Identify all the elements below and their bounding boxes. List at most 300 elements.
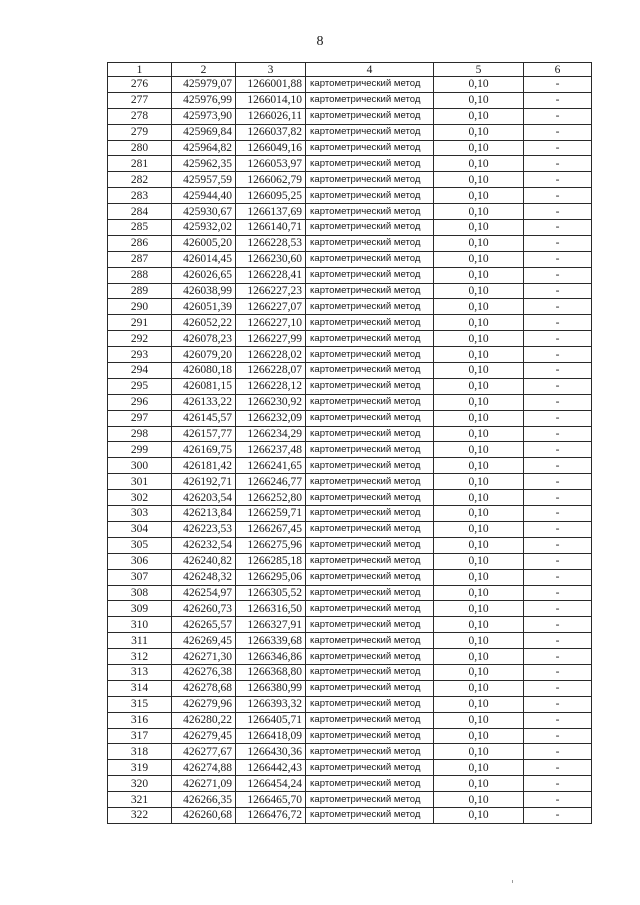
method-cell: картометрический метод [306, 267, 434, 283]
method-cell: картометрический метод [306, 77, 434, 93]
y-coordinate-cell: 1266228,07 [236, 363, 306, 379]
accuracy-cell: 0,10 [434, 410, 524, 426]
y-coordinate-cell: 1266228,41 [236, 267, 306, 283]
y-coordinate-cell: 1266137,69 [236, 204, 306, 220]
y-coordinate-cell: 1266380,99 [236, 680, 306, 696]
point-number-cell: 307 [108, 569, 172, 585]
method-cell: картометрический метод [306, 251, 434, 267]
accuracy-cell: 0,10 [434, 299, 524, 315]
description-cell: - [524, 633, 592, 649]
point-number-cell: 290 [108, 299, 172, 315]
description-cell: - [524, 744, 592, 760]
accuracy-cell: 0,10 [434, 331, 524, 347]
accuracy-cell: 0,10 [434, 617, 524, 633]
method-cell: картометрический метод [306, 172, 434, 188]
point-number-cell: 282 [108, 172, 172, 188]
y-coordinate-cell: 1266037,82 [236, 124, 306, 140]
table-row [108, 394, 592, 410]
x-coordinate-cell: 426279,45 [172, 728, 236, 744]
description-cell: - [524, 458, 592, 474]
y-coordinate-cell: 1266230,60 [236, 251, 306, 267]
table-row [108, 442, 592, 458]
accuracy-cell: 0,10 [434, 458, 524, 474]
accuracy-cell: 0,10 [434, 267, 524, 283]
description-cell: - [524, 124, 592, 140]
description-cell: - [524, 156, 592, 172]
table-row [108, 77, 592, 93]
x-coordinate-cell: 426266,35 [172, 792, 236, 808]
point-number-cell: 278 [108, 108, 172, 124]
x-coordinate-cell: 426269,45 [172, 633, 236, 649]
y-coordinate-cell: 1266246,77 [236, 474, 306, 490]
accuracy-cell: 0,10 [434, 124, 524, 140]
point-number-cell: 301 [108, 474, 172, 490]
x-coordinate-cell: 426081,15 [172, 378, 236, 394]
table-row [108, 188, 592, 204]
description-cell: - [524, 172, 592, 188]
x-coordinate-cell: 426213,84 [172, 506, 236, 522]
table-row [108, 696, 592, 712]
description-cell: - [524, 617, 592, 633]
table-row [108, 363, 592, 379]
y-coordinate-cell: 1266295,06 [236, 569, 306, 585]
point-number-cell: 280 [108, 140, 172, 156]
accuracy-cell: 0,10 [434, 680, 524, 696]
description-cell: - [524, 601, 592, 617]
method-cell: картометрический метод [306, 664, 434, 680]
point-number-cell: 292 [108, 331, 172, 347]
table-row [108, 315, 592, 331]
x-coordinate-cell: 425979,07 [172, 77, 236, 93]
page-number: 8 [316, 34, 324, 49]
accuracy-cell: 0,10 [434, 633, 524, 649]
x-coordinate-cell: 426133,22 [172, 394, 236, 410]
x-coordinate-cell: 425932,02 [172, 220, 236, 236]
accuracy-cell: 0,10 [434, 537, 524, 553]
accuracy-cell: 0,10 [434, 347, 524, 363]
x-coordinate-cell: 426078,23 [172, 331, 236, 347]
description-cell: - [524, 363, 592, 379]
description-cell: - [524, 426, 592, 442]
point-number-cell: 311 [108, 633, 172, 649]
method-cell: картометрический метод [306, 140, 434, 156]
x-coordinate-cell: 426279,96 [172, 696, 236, 712]
y-coordinate-cell: 1266476,72 [236, 807, 306, 823]
description-cell: - [524, 235, 592, 251]
point-number-cell: 285 [108, 220, 172, 236]
y-coordinate-cell: 1266305,52 [236, 585, 306, 601]
accuracy-cell: 0,10 [434, 394, 524, 410]
method-cell: картометрический метод [306, 680, 434, 696]
description-cell: - [524, 792, 592, 808]
table-row [108, 108, 592, 124]
method-cell: картометрический метод [306, 315, 434, 331]
point-number-cell: 295 [108, 378, 172, 394]
method-cell: картометрический метод [306, 235, 434, 251]
table-row [108, 553, 592, 569]
x-coordinate-cell: 426038,99 [172, 283, 236, 299]
method-cell: картометрический метод [306, 807, 434, 823]
accuracy-cell: 0,10 [434, 585, 524, 601]
table-row [108, 204, 592, 220]
accuracy-cell: 0,10 [434, 172, 524, 188]
table-row [108, 712, 592, 728]
method-cell: картометрический метод [306, 712, 434, 728]
y-coordinate-cell: 1266252,80 [236, 490, 306, 506]
description-cell: - [524, 760, 592, 776]
y-coordinate-cell: 1266234,29 [236, 426, 306, 442]
description-cell: - [524, 680, 592, 696]
method-cell: картометрический метод [306, 363, 434, 379]
point-number-cell: 319 [108, 760, 172, 776]
point-number-cell: 281 [108, 156, 172, 172]
x-coordinate-cell: 426080,18 [172, 363, 236, 379]
column-header-y: 3 [236, 63, 306, 77]
table-row [108, 776, 592, 792]
description-cell: - [524, 188, 592, 204]
accuracy-cell: 0,10 [434, 776, 524, 792]
x-coordinate-cell: 426240,82 [172, 553, 236, 569]
x-coordinate-cell: 425944,40 [172, 188, 236, 204]
y-coordinate-cell: 1266418,09 [236, 728, 306, 744]
method-cell: картометрический метод [306, 331, 434, 347]
table-row [108, 140, 592, 156]
point-number-cell: 294 [108, 363, 172, 379]
x-coordinate-cell: 426280,22 [172, 712, 236, 728]
method-cell: картометрический метод [306, 283, 434, 299]
description-cell: - [524, 394, 592, 410]
method-cell: картометрический метод [306, 490, 434, 506]
table-row [108, 283, 592, 299]
y-coordinate-cell: 1266227,23 [236, 283, 306, 299]
description-cell: - [524, 267, 592, 283]
description-cell: - [524, 664, 592, 680]
x-coordinate-cell: 425964,82 [172, 140, 236, 156]
table-row [108, 124, 592, 140]
method-cell: картометрический метод [306, 378, 434, 394]
table-row [108, 156, 592, 172]
y-coordinate-cell: 1266405,71 [236, 712, 306, 728]
y-coordinate-cell: 1266393,32 [236, 696, 306, 712]
header-row [108, 63, 592, 77]
x-coordinate-cell: 426278,68 [172, 680, 236, 696]
y-coordinate-cell: 1266062,79 [236, 172, 306, 188]
column-header-description: 6 [524, 63, 592, 77]
y-coordinate-cell: 1266026,11 [236, 108, 306, 124]
column-header-x: 2 [172, 63, 236, 77]
accuracy-cell: 0,10 [434, 204, 524, 220]
point-number-cell: 310 [108, 617, 172, 633]
description-cell: - [524, 283, 592, 299]
x-coordinate-cell: 426169,75 [172, 442, 236, 458]
point-number-cell: 300 [108, 458, 172, 474]
point-number-cell: 320 [108, 776, 172, 792]
method-cell: картометрический метод [306, 633, 434, 649]
y-coordinate-cell: 1266275,96 [236, 537, 306, 553]
method-cell: картометрический метод [306, 776, 434, 792]
description-cell: - [524, 553, 592, 569]
method-cell: картометрический метод [306, 458, 434, 474]
x-coordinate-cell: 426192,71 [172, 474, 236, 490]
y-coordinate-cell: 1266346,86 [236, 649, 306, 665]
y-coordinate-cell: 1266327,91 [236, 617, 306, 633]
y-coordinate-cell: 1266140,71 [236, 220, 306, 236]
x-coordinate-cell: 426254,97 [172, 585, 236, 601]
y-coordinate-cell: 1266259,71 [236, 506, 306, 522]
method-cell: картометрический метод [306, 585, 434, 601]
description-cell: - [524, 410, 592, 426]
point-number-cell: 293 [108, 347, 172, 363]
method-cell: картометрический метод [306, 426, 434, 442]
accuracy-cell: 0,10 [434, 664, 524, 680]
table-row [108, 506, 592, 522]
point-number-cell: 315 [108, 696, 172, 712]
point-number-cell: 287 [108, 251, 172, 267]
table-row [108, 728, 592, 744]
y-coordinate-cell: 1266001,88 [236, 77, 306, 93]
table-row [108, 458, 592, 474]
point-number-cell: 306 [108, 553, 172, 569]
method-cell: картометрический метод [306, 521, 434, 537]
x-coordinate-cell: 426145,57 [172, 410, 236, 426]
method-cell: картометрический метод [306, 442, 434, 458]
description-cell: - [524, 776, 592, 792]
description-cell: - [524, 696, 592, 712]
y-coordinate-cell: 1266368,80 [236, 664, 306, 680]
table-row [108, 617, 592, 633]
x-coordinate-cell: 426274,88 [172, 760, 236, 776]
method-cell: картометрический метод [306, 410, 434, 426]
point-number-cell: 284 [108, 204, 172, 220]
table-row [108, 760, 592, 776]
accuracy-cell: 0,10 [434, 140, 524, 156]
description-cell: - [524, 378, 592, 394]
description-cell: - [524, 807, 592, 823]
description-cell: - [524, 537, 592, 553]
table-row [108, 569, 592, 585]
method-cell: картометрический метод [306, 792, 434, 808]
point-number-cell: 279 [108, 124, 172, 140]
description-cell: - [524, 331, 592, 347]
description-cell: - [524, 474, 592, 490]
x-coordinate-cell: 426181,42 [172, 458, 236, 474]
y-coordinate-cell: 1266339,68 [236, 633, 306, 649]
table-row [108, 680, 592, 696]
x-coordinate-cell: 425969,84 [172, 124, 236, 140]
method-cell: картометрический метод [306, 474, 434, 490]
method-cell: картометрический метод [306, 204, 434, 220]
accuracy-cell: 0,10 [434, 490, 524, 506]
point-number-cell: 305 [108, 537, 172, 553]
x-coordinate-cell: 426265,57 [172, 617, 236, 633]
point-number-cell: 318 [108, 744, 172, 760]
table-row [108, 92, 592, 108]
point-number-cell: 317 [108, 728, 172, 744]
table-row [108, 537, 592, 553]
accuracy-cell: 0,10 [434, 474, 524, 490]
description-cell: - [524, 490, 592, 506]
accuracy-cell: 0,10 [434, 188, 524, 204]
point-number-cell: 314 [108, 680, 172, 696]
description-cell: - [524, 728, 592, 744]
point-number-cell: 299 [108, 442, 172, 458]
description-cell: - [524, 649, 592, 665]
point-number-cell: 277 [108, 92, 172, 108]
point-number-cell: 298 [108, 426, 172, 442]
accuracy-cell: 0,10 [434, 426, 524, 442]
table-row [108, 331, 592, 347]
point-number-cell: 321 [108, 792, 172, 808]
y-coordinate-cell: 1266285,18 [236, 553, 306, 569]
y-coordinate-cell: 1266049,16 [236, 140, 306, 156]
method-cell: картометрический метод [306, 760, 434, 776]
x-coordinate-cell: 426271,30 [172, 649, 236, 665]
description-cell: - [524, 712, 592, 728]
accuracy-cell: 0,10 [434, 315, 524, 331]
table-header [108, 63, 592, 77]
table-row [108, 410, 592, 426]
x-coordinate-cell: 426276,38 [172, 664, 236, 680]
accuracy-cell: 0,10 [434, 108, 524, 124]
x-coordinate-cell: 426223,53 [172, 521, 236, 537]
description-cell: - [524, 442, 592, 458]
accuracy-cell: 0,10 [434, 220, 524, 236]
table-row [108, 426, 592, 442]
y-coordinate-cell: 1266227,10 [236, 315, 306, 331]
y-coordinate-cell: 1266227,99 [236, 331, 306, 347]
description-cell: - [524, 220, 592, 236]
accuracy-cell: 0,10 [434, 506, 524, 522]
description-cell: - [524, 315, 592, 331]
x-coordinate-cell: 426026,65 [172, 267, 236, 283]
column-header-point: 1 [108, 63, 172, 77]
table-row [108, 474, 592, 490]
method-cell: картометрический метод [306, 394, 434, 410]
x-coordinate-cell: 425973,90 [172, 108, 236, 124]
description-cell: - [524, 347, 592, 363]
table-row [108, 267, 592, 283]
method-cell: картометрический метод [306, 617, 434, 633]
method-cell: картометрический метод [306, 553, 434, 569]
x-coordinate-cell: 426005,20 [172, 235, 236, 251]
point-number-cell: 309 [108, 601, 172, 617]
method-cell: картометрический метод [306, 347, 434, 363]
x-coordinate-cell: 426271,09 [172, 776, 236, 792]
accuracy-cell: 0,10 [434, 601, 524, 617]
table-row [108, 490, 592, 506]
table-row [108, 172, 592, 188]
x-coordinate-cell: 426232,54 [172, 537, 236, 553]
y-coordinate-cell: 1266430,36 [236, 744, 306, 760]
table-body [108, 77, 592, 824]
accuracy-cell: 0,10 [434, 553, 524, 569]
point-number-cell: 296 [108, 394, 172, 410]
point-number-cell: 286 [108, 235, 172, 251]
accuracy-cell: 0,10 [434, 712, 524, 728]
x-coordinate-cell: 426079,20 [172, 347, 236, 363]
point-number-cell: 302 [108, 490, 172, 506]
y-coordinate-cell: 1266465,70 [236, 792, 306, 808]
x-coordinate-cell: 426203,54 [172, 490, 236, 506]
accuracy-cell: 0,10 [434, 649, 524, 665]
point-number-cell: 304 [108, 521, 172, 537]
x-coordinate-cell: 426014,45 [172, 251, 236, 267]
accuracy-cell: 0,10 [434, 92, 524, 108]
method-cell: картометрический метод [306, 569, 434, 585]
x-coordinate-cell: 425957,59 [172, 172, 236, 188]
y-coordinate-cell: 1266228,02 [236, 347, 306, 363]
scan-artifact [512, 880, 513, 883]
accuracy-cell: 0,10 [434, 156, 524, 172]
point-number-cell: 313 [108, 664, 172, 680]
y-coordinate-cell: 1266230,92 [236, 394, 306, 410]
description-cell: - [524, 204, 592, 220]
method-cell: картометрический метод [306, 506, 434, 522]
description-cell: - [524, 251, 592, 267]
accuracy-cell: 0,10 [434, 744, 524, 760]
accuracy-cell: 0,10 [434, 378, 524, 394]
accuracy-cell: 0,10 [434, 760, 524, 776]
method-cell: картометрический метод [306, 744, 434, 760]
point-number-cell: 312 [108, 649, 172, 665]
table-row [108, 251, 592, 267]
description-cell: - [524, 77, 592, 93]
y-coordinate-cell: 1266228,12 [236, 378, 306, 394]
method-cell: картометрический метод [306, 220, 434, 236]
table-row [108, 792, 592, 808]
method-cell: картометрический метод [306, 124, 434, 140]
accuracy-cell: 0,10 [434, 283, 524, 299]
y-coordinate-cell: 1266014,10 [236, 92, 306, 108]
y-coordinate-cell: 1266454,24 [236, 776, 306, 792]
description-cell: - [524, 299, 592, 315]
table-row [108, 235, 592, 251]
coordinates-table [107, 62, 592, 824]
method-cell: картометрический метод [306, 601, 434, 617]
y-coordinate-cell: 1266053,97 [236, 156, 306, 172]
table-row [108, 744, 592, 760]
x-coordinate-cell: 425930,67 [172, 204, 236, 220]
method-cell: картометрический метод [306, 108, 434, 124]
point-number-cell: 308 [108, 585, 172, 601]
table-row [108, 347, 592, 363]
y-coordinate-cell: 1266241,65 [236, 458, 306, 474]
point-number-cell: 276 [108, 77, 172, 93]
accuracy-cell: 0,10 [434, 521, 524, 537]
x-coordinate-cell: 425962,35 [172, 156, 236, 172]
table-row [108, 220, 592, 236]
table-row [108, 601, 592, 617]
table-row [108, 585, 592, 601]
description-cell: - [524, 108, 592, 124]
accuracy-cell: 0,10 [434, 569, 524, 585]
method-cell: картометрический метод [306, 188, 434, 204]
y-coordinate-cell: 1266228,53 [236, 235, 306, 251]
description-cell: - [524, 92, 592, 108]
table-row [108, 633, 592, 649]
point-number-cell: 297 [108, 410, 172, 426]
x-coordinate-cell: 426157,77 [172, 426, 236, 442]
table-row [108, 521, 592, 537]
x-coordinate-cell: 425976,99 [172, 92, 236, 108]
point-number-cell: 322 [108, 807, 172, 823]
description-cell: - [524, 585, 592, 601]
y-coordinate-cell: 1266232,09 [236, 410, 306, 426]
y-coordinate-cell: 1266237,48 [236, 442, 306, 458]
method-cell: картометрический метод [306, 537, 434, 553]
y-coordinate-cell: 1266095,25 [236, 188, 306, 204]
table-row [108, 378, 592, 394]
